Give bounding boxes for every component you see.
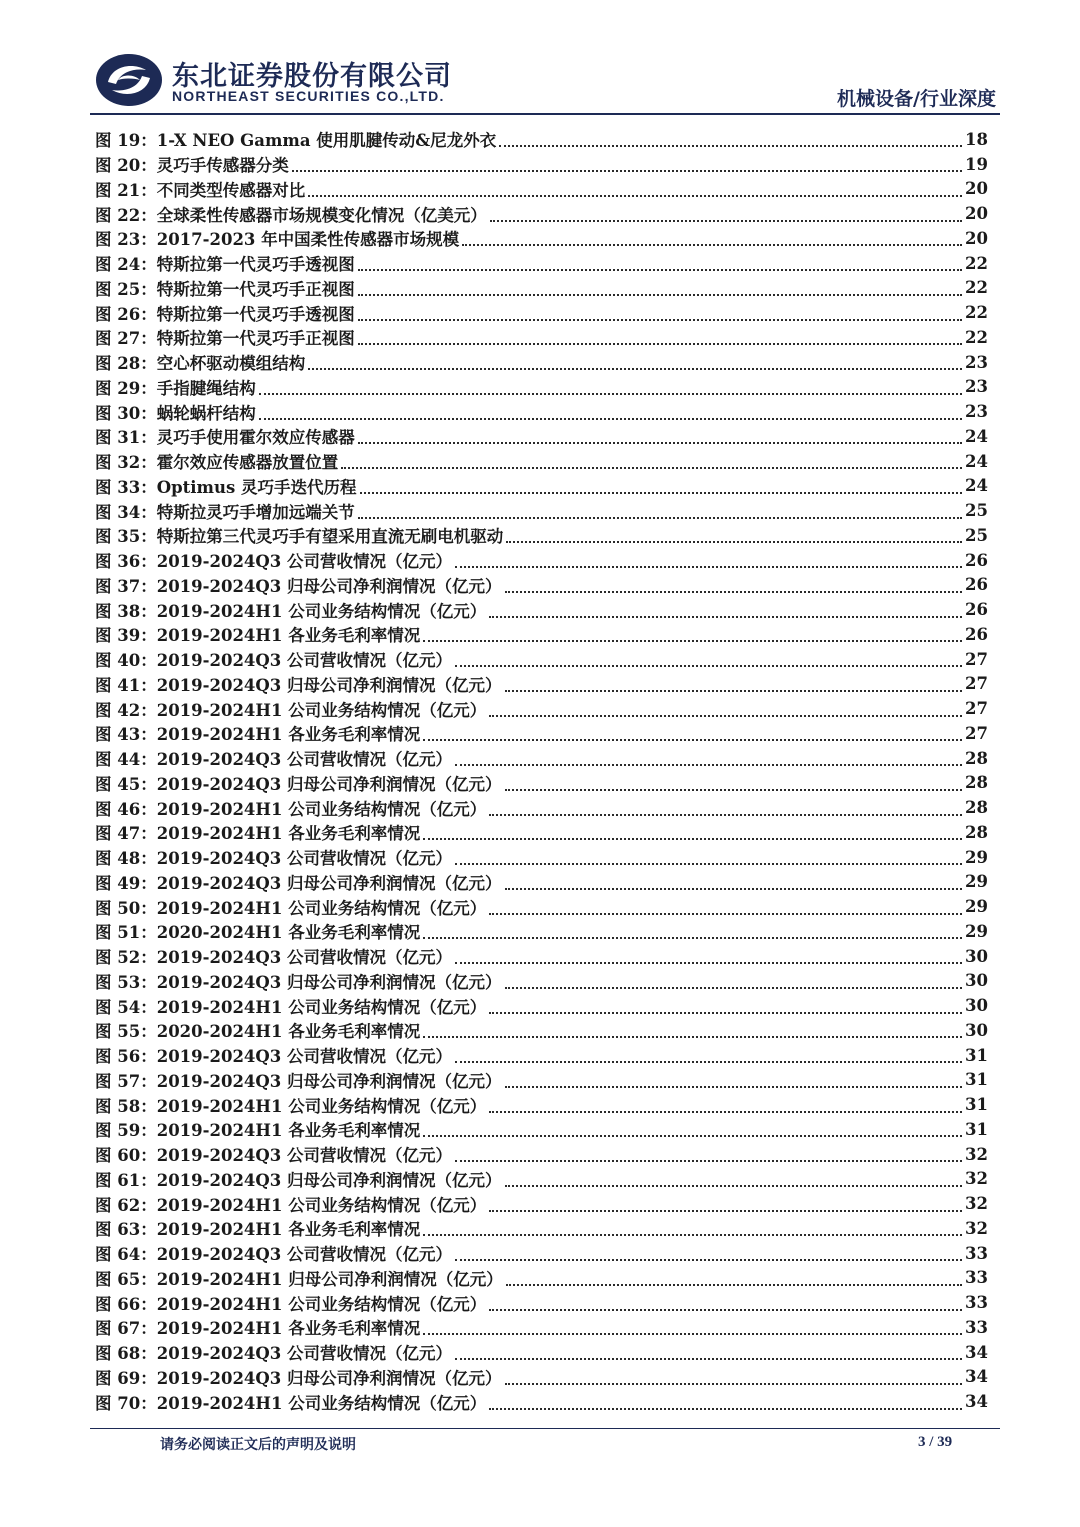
toc-entry[interactable]	[95, 1043, 988, 1068]
toc-entry[interactable]	[95, 696, 988, 721]
toc-page-number: 25	[965, 525, 988, 545]
toc-entry[interactable]	[95, 1340, 988, 1365]
toc-page-number: 33	[965, 1243, 988, 1263]
toc-dot-leader	[423, 1230, 962, 1236]
toc-figure-number: 图 55：	[95, 1022, 157, 1042]
toc-figure-title: 2019-2024Q3 公司营收情况（亿元）	[156, 1047, 453, 1067]
toc-entry[interactable]	[95, 1266, 988, 1291]
toc-page-number: 31	[965, 1119, 988, 1139]
toc-dot-leader	[490, 216, 962, 222]
toc-figure-title: Optimus 灵巧手迭代历程	[156, 477, 357, 497]
toc-figure-number: 图 61：	[95, 1170, 157, 1190]
toc-dot-leader	[423, 933, 962, 939]
toc-figure-title: 蜗轮蜗杆结构	[156, 403, 256, 423]
toc-dot-leader	[455, 562, 962, 568]
toc-entry[interactable]	[95, 474, 988, 499]
toc-page-number: 30	[965, 946, 988, 966]
toc-page-number: 31	[965, 1045, 988, 1065]
toc-page-number: 24	[965, 476, 988, 496]
header-divider	[90, 113, 1000, 115]
toc-dot-leader	[423, 1329, 962, 1335]
toc-entry[interactable]	[95, 597, 988, 622]
toc-figure-title: 2019-2024H1 公司业务结构情况（亿元）	[156, 1096, 487, 1116]
toc-page-number: 27	[965, 674, 988, 694]
toc-page-number: 32	[965, 1218, 988, 1238]
toc-entry[interactable]	[95, 375, 988, 400]
toc-dot-leader	[423, 1131, 962, 1137]
toc-figure-number: 图 60：	[95, 1146, 157, 1166]
toc-figure-title: 2019-2024Q3 公司营收情况（亿元）	[156, 750, 453, 770]
toc-page-number: 28	[965, 773, 988, 793]
toc-figure-number: 图 59：	[95, 1121, 157, 1141]
toc-dot-leader	[292, 166, 962, 172]
toc-figure-title: 特斯拉第三代灵巧手有望采用直流无刷电机驱动	[156, 527, 504, 547]
toc-figure-title: 2019-2024H1 公司业务结构情况（亿元）	[156, 1294, 487, 1314]
toc-figure-number: 图 47：	[95, 824, 157, 844]
toc-figure-number: 图 68：	[95, 1344, 157, 1364]
toc-page-number: 27	[965, 699, 988, 719]
toc-figure-number: 图 46：	[95, 799, 157, 819]
toc-figure-number: 图 20：	[95, 156, 157, 176]
toc-figure-title: 2019-2024H1 公司业务结构情况（亿元）	[156, 1195, 487, 1215]
toc-dot-leader	[505, 983, 963, 989]
toc-figure-title: 2019-2024Q3 归母公司净利润情况（亿元）	[156, 1170, 502, 1190]
toc-page-number: 28	[965, 748, 988, 768]
toc-page-number: 26	[965, 600, 988, 620]
toc-dot-leader	[358, 513, 962, 519]
toc-page-number: 22	[965, 278, 988, 298]
toc-page-number: 18	[965, 129, 988, 149]
toc-page-number: 27	[965, 723, 988, 743]
toc-figure-title: 1-X NEO Gamma 使用肌腱传动&尼龙外衣	[156, 131, 497, 151]
toc-figure-title: 2019-2024Q3 公司营收情况（亿元）	[156, 552, 453, 572]
toc-figure-number: 图 63：	[95, 1220, 157, 1240]
toc-entry[interactable]	[95, 573, 988, 598]
toc-dot-leader	[505, 587, 963, 593]
toc-page-number: 32	[965, 1169, 988, 1189]
toc-dot-leader	[455, 1057, 962, 1063]
toc-figure-number: 图 39：	[95, 626, 157, 646]
toc-page-number: 20	[965, 228, 988, 248]
toc-entry[interactable]	[95, 152, 988, 177]
toc-figure-number: 图 44：	[95, 750, 157, 770]
toc-page-number: 26	[965, 550, 988, 570]
toc-page-number: 30	[965, 1020, 988, 1040]
toc-page-number: 23	[965, 352, 988, 372]
toc-figure-title: 2019-2024Q3 公司营收情况（亿元）	[156, 651, 453, 671]
toc-dot-leader	[505, 785, 963, 791]
toc-entry[interactable]	[95, 201, 988, 226]
toc-entry[interactable]	[95, 845, 988, 870]
toc-entry[interactable]	[95, 548, 988, 573]
toc-figure-number: 图 30：	[95, 403, 157, 423]
toc-figure-title: 空心杯驱动模组结构	[156, 354, 306, 374]
toc-figure-number: 图 40：	[95, 651, 157, 671]
toc-dot-leader	[489, 711, 962, 717]
toc-dot-leader	[423, 1032, 962, 1038]
toc-page-number: 33	[965, 1317, 988, 1337]
toc-entry[interactable]	[95, 944, 988, 969]
toc-figure-title: 全球柔性传感器市场规模变化情况（亿美元）	[156, 205, 487, 225]
toc-page-number: 32	[965, 1194, 988, 1214]
toc-figure-number: 图 32：	[95, 453, 157, 473]
toc-dot-leader	[455, 661, 962, 667]
toc-dot-leader	[505, 884, 963, 890]
toc-entry[interactable]	[95, 251, 988, 276]
toc-page-number: 34	[965, 1342, 988, 1362]
toc-figure-number: 图 19：	[95, 131, 157, 151]
toc-figure-number: 图 28：	[95, 354, 157, 374]
northeast-securities-logo-icon	[94, 52, 164, 108]
toc-entry[interactable]	[95, 399, 988, 424]
toc-page-number: 33	[965, 1268, 988, 1288]
toc-figure-number: 图 53：	[95, 972, 157, 992]
toc-dot-leader	[308, 364, 962, 370]
toc-entry[interactable]	[95, 647, 988, 672]
toc-dot-leader	[489, 1008, 962, 1014]
toc-figure-number: 图 36：	[95, 552, 157, 572]
toc-figure-title: 灵巧手传感器分类	[156, 156, 289, 176]
toc-page-number: 23	[965, 377, 988, 397]
toc-figure-title: 灵巧手使用霍尔效应传感器	[156, 428, 355, 448]
toc-figure-title: 特斯拉第一代灵巧手透视图	[156, 255, 355, 275]
toc-dot-leader	[505, 686, 963, 692]
toc-figure-number: 图 52：	[95, 948, 157, 968]
toc-figure-title: 手指腱绳结构	[156, 378, 256, 398]
toc-figure-title: 特斯拉第一代灵巧手透视图	[156, 304, 355, 324]
toc-page-number: 26	[965, 624, 988, 644]
toc-figure-title: 霍尔效应传感器放置位置	[156, 453, 339, 473]
toc-page-number: 29	[965, 847, 988, 867]
toc-figure-title: 2019-2024Q3 公司营收情况（亿元）	[156, 1146, 453, 1166]
toc-figure-title: 2019-2024Q3 归母公司净利润情况（亿元）	[156, 675, 502, 695]
report-header	[0, 0, 1080, 115]
company-name-cn: 东北证券股份有限公司	[172, 61, 452, 92]
toc-figure-title: 2019-2024Q3 公司营收情况（亿元）	[156, 948, 453, 968]
toc-figure-title: 2019-2024Q3 归母公司净利润情况（亿元）	[156, 972, 502, 992]
toc-dot-leader	[341, 463, 962, 469]
toc-page-number: 33	[965, 1293, 988, 1313]
footer-divider	[90, 1428, 1000, 1429]
toc-figure-number: 图 42：	[95, 700, 157, 720]
toc-entry[interactable]	[95, 276, 988, 301]
toc-dot-leader	[358, 339, 962, 345]
toc-figure-title: 特斯拉灵巧手增加远端关节	[156, 502, 355, 522]
toc-dot-leader	[358, 438, 962, 444]
toc-figure-number: 图 27：	[95, 329, 157, 349]
toc-entry[interactable]	[95, 1216, 988, 1241]
toc-dot-leader	[489, 1404, 962, 1410]
figure-index-list	[95, 127, 988, 1414]
toc-entry[interactable]	[95, 721, 988, 746]
toc-page-number: 34	[965, 1392, 988, 1412]
toc-page-number: 24	[965, 426, 988, 446]
toc-entry[interactable]	[95, 325, 988, 350]
section-label: 机械设备/行业深度	[837, 88, 996, 110]
toc-page-number: 31	[965, 1095, 988, 1115]
toc-figure-number: 图 58：	[95, 1096, 157, 1116]
toc-figure-title: 2019-2024Q3 归母公司净利润情况（亿元）	[156, 1368, 502, 1388]
toc-page-number: 23	[965, 402, 988, 422]
toc-entry[interactable]	[95, 1241, 988, 1266]
toc-entry[interactable]	[95, 1117, 988, 1142]
toc-dot-leader	[360, 488, 963, 494]
toc-entry[interactable]	[95, 127, 988, 152]
toc-figure-number: 图 56：	[95, 1047, 157, 1067]
toc-dot-leader	[489, 1107, 962, 1113]
toc-figure-number: 图 25：	[95, 279, 157, 299]
toc-figure-title: 2019-2024H1 各业务毛利率情况	[156, 824, 421, 844]
toc-entry[interactable]	[95, 177, 988, 202]
toc-figure-title: 2017-2023 年中国柔性传感器市场规模	[156, 230, 460, 250]
toc-page-number: 31	[965, 1070, 988, 1090]
toc-entry[interactable]	[95, 1167, 988, 1192]
toc-figure-number: 图 35：	[95, 527, 157, 547]
toc-dot-leader	[308, 191, 962, 197]
toc-dot-leader	[505, 1379, 963, 1385]
toc-page-number: 22	[965, 303, 988, 323]
toc-entry[interactable]	[95, 1191, 988, 1216]
toc-figure-title: 2019-2024Q3 归母公司净利润情况（亿元）	[156, 774, 502, 794]
toc-dot-leader	[506, 1280, 962, 1286]
toc-figure-title: 2019-2024H1 公司业务结构情况（亿元）	[156, 1393, 487, 1413]
toc-dot-leader	[358, 290, 962, 296]
toc-entry[interactable]	[95, 919, 988, 944]
toc-entry[interactable]	[95, 969, 988, 994]
toc-figure-title: 2019-2024H1 各业务毛利率情况	[156, 1319, 421, 1339]
toc-page-number: 34	[965, 1367, 988, 1387]
toc-figure-number: 图 21：	[95, 180, 157, 200]
toc-entry[interactable]	[95, 820, 988, 845]
toc-dot-leader	[505, 1181, 963, 1187]
toc-entry[interactable]	[95, 795, 988, 820]
toc-figure-number: 图 64：	[95, 1245, 157, 1265]
toc-figure-title: 2019-2024Q3 归母公司净利润情况（亿元）	[156, 576, 502, 596]
toc-figure-number: 图 49：	[95, 873, 157, 893]
toc-dot-leader	[423, 735, 962, 741]
toc-figure-number: 图 29：	[95, 378, 157, 398]
toc-dot-leader	[489, 810, 962, 816]
toc-page-number: 28	[965, 822, 988, 842]
toc-entry[interactable]	[95, 1092, 988, 1117]
toc-figure-title: 2020-2024H1 各业务毛利率情况	[156, 923, 421, 943]
toc-entry[interactable]	[95, 746, 988, 771]
toc-page-number: 29	[965, 872, 988, 892]
toc-entry[interactable]	[95, 1389, 988, 1414]
toc-figure-title: 2019-2024H1 各业务毛利率情况	[156, 1121, 421, 1141]
toc-entry[interactable]	[95, 498, 988, 523]
toc-dot-leader	[489, 612, 962, 618]
toc-figure-number: 图 45：	[95, 774, 157, 794]
company-name-en: NORTHEAST SECURITIES CO.,LTD.	[172, 88, 445, 104]
toc-figure-title: 特斯拉第一代灵巧手正视图	[156, 279, 355, 299]
toc-figure-number: 图 57：	[95, 1071, 157, 1091]
toc-page-number: 20	[965, 179, 988, 199]
toc-figure-title: 2019-2024H1 各业务毛利率情况	[156, 725, 421, 745]
toc-figure-number: 图 41：	[95, 675, 157, 695]
toc-page-number: 29	[965, 897, 988, 917]
toc-figure-number: 图 37：	[95, 576, 157, 596]
toc-figure-number: 图 33：	[95, 477, 157, 497]
toc-dot-leader	[259, 414, 962, 420]
toc-dot-leader	[455, 859, 962, 865]
toc-figure-title: 2019-2024H1 各业务毛利率情况	[156, 1220, 421, 1240]
toc-dot-leader	[455, 1354, 962, 1360]
toc-figure-number: 图 54：	[95, 997, 157, 1017]
footer-disclaimer: 请务必阅读正文后的声明及说明	[160, 1437, 356, 1453]
toc-figure-title: 2019-2024H1 公司业务结构情况（亿元）	[156, 997, 487, 1017]
toc-dot-leader	[462, 240, 962, 246]
toc-page-number: 29	[965, 921, 988, 941]
toc-figure-number: 图 43：	[95, 725, 157, 745]
toc-figure-title: 2019-2024H1 公司业务结构情况（亿元）	[156, 898, 487, 918]
toc-entry[interactable]	[95, 894, 988, 919]
toc-figure-number: 图 67：	[95, 1319, 157, 1339]
toc-figure-number: 图 38：	[95, 601, 157, 621]
toc-page-number: 28	[965, 798, 988, 818]
toc-dot-leader	[499, 141, 962, 147]
toc-page-number: 22	[965, 327, 988, 347]
toc-entry[interactable]	[95, 424, 988, 449]
toc-dot-leader	[455, 958, 962, 964]
toc-dot-leader	[489, 909, 962, 915]
toc-figure-title: 2019-2024H1 公司业务结构情况（亿元）	[156, 799, 487, 819]
toc-page-number: 30	[965, 971, 988, 991]
toc-figure-title: 2019-2024Q3 公司营收情况（亿元）	[156, 849, 453, 869]
toc-figure-number: 图 26：	[95, 304, 157, 324]
toc-entry[interactable]	[95, 1068, 988, 1093]
toc-entry[interactable]	[95, 771, 988, 796]
toc-figure-title: 2019-2024Q3 归母公司净利润情况（亿元）	[156, 873, 502, 893]
toc-figure-number: 图 69：	[95, 1368, 157, 1388]
toc-figure-title: 2019-2024Q3 归母公司净利润情况（亿元）	[156, 1071, 502, 1091]
toc-figure-number: 图 48：	[95, 849, 157, 869]
toc-page-number: 22	[965, 253, 988, 273]
toc-figure-number: 图 22：	[95, 205, 157, 225]
toc-dot-leader	[505, 1082, 963, 1088]
toc-dot-leader	[358, 315, 962, 321]
toc-figure-number: 图 23：	[95, 230, 157, 250]
toc-page-number: 27	[965, 649, 988, 669]
toc-figure-number: 图 51：	[95, 923, 157, 943]
toc-entry[interactable]	[95, 300, 988, 325]
toc-figure-title: 2019-2024H1 公司业务结构情况（亿元）	[156, 700, 487, 720]
toc-dot-leader	[423, 636, 962, 642]
toc-page-number: 20	[965, 204, 988, 224]
toc-dot-leader	[455, 760, 962, 766]
toc-figure-number: 图 24：	[95, 255, 157, 275]
toc-entry[interactable]	[95, 622, 988, 647]
toc-entry[interactable]	[95, 523, 988, 548]
toc-dot-leader	[455, 1156, 962, 1162]
toc-figure-title: 2019-2024H1 归母公司净利润情况（亿元）	[156, 1269, 503, 1289]
toc-figure-title: 2019-2024Q3 公司营收情况（亿元）	[156, 1344, 453, 1364]
toc-page-number: 25	[965, 501, 988, 521]
toc-dot-leader	[455, 1255, 962, 1261]
toc-page-number: 32	[965, 1144, 988, 1164]
page-number: 3 / 39	[918, 1434, 953, 1450]
toc-entry[interactable]	[95, 1142, 988, 1167]
toc-dot-leader	[506, 537, 962, 543]
toc-entry[interactable]	[95, 226, 988, 251]
toc-figure-number: 图 70：	[95, 1393, 157, 1413]
toc-entry[interactable]	[95, 1018, 988, 1043]
toc-entry[interactable]	[95, 870, 988, 895]
toc-dot-leader	[489, 1305, 962, 1311]
toc-figure-number: 图 34：	[95, 502, 157, 522]
toc-entry[interactable]	[95, 1290, 988, 1315]
toc-figure-number: 图 65：	[95, 1269, 157, 1289]
toc-figure-title: 特斯拉第一代灵巧手正视图	[156, 329, 355, 349]
toc-dot-leader	[489, 1206, 962, 1212]
toc-dot-leader	[358, 265, 962, 271]
toc-entry[interactable]	[95, 350, 988, 375]
toc-figure-number: 图 66：	[95, 1294, 157, 1314]
toc-figure-number: 图 31：	[95, 428, 157, 448]
toc-page-number: 24	[965, 451, 988, 471]
toc-entry[interactable]	[95, 449, 988, 474]
toc-figure-title: 2019-2024Q3 公司营收情况（亿元）	[156, 1245, 453, 1265]
toc-entry[interactable]	[95, 993, 988, 1018]
toc-dot-leader	[423, 834, 962, 840]
toc-figure-title: 2020-2024H1 各业务毛利率情况	[156, 1022, 421, 1042]
toc-entry[interactable]	[95, 1365, 988, 1390]
toc-figure-title: 不同类型传感器对比	[156, 180, 306, 200]
toc-figure-number: 图 50：	[95, 898, 157, 918]
toc-page-number: 26	[965, 575, 988, 595]
toc-dot-leader	[259, 389, 962, 395]
toc-figure-number: 图 62：	[95, 1195, 157, 1215]
toc-entry[interactable]	[95, 1315, 988, 1340]
toc-page-number: 19	[965, 154, 988, 174]
toc-entry[interactable]	[95, 672, 988, 697]
toc-figure-title: 2019-2024H1 各业务毛利率情况	[156, 626, 421, 646]
toc-figure-title: 2019-2024H1 公司业务结构情况（亿元）	[156, 601, 487, 621]
toc-page-number: 30	[965, 996, 988, 1016]
